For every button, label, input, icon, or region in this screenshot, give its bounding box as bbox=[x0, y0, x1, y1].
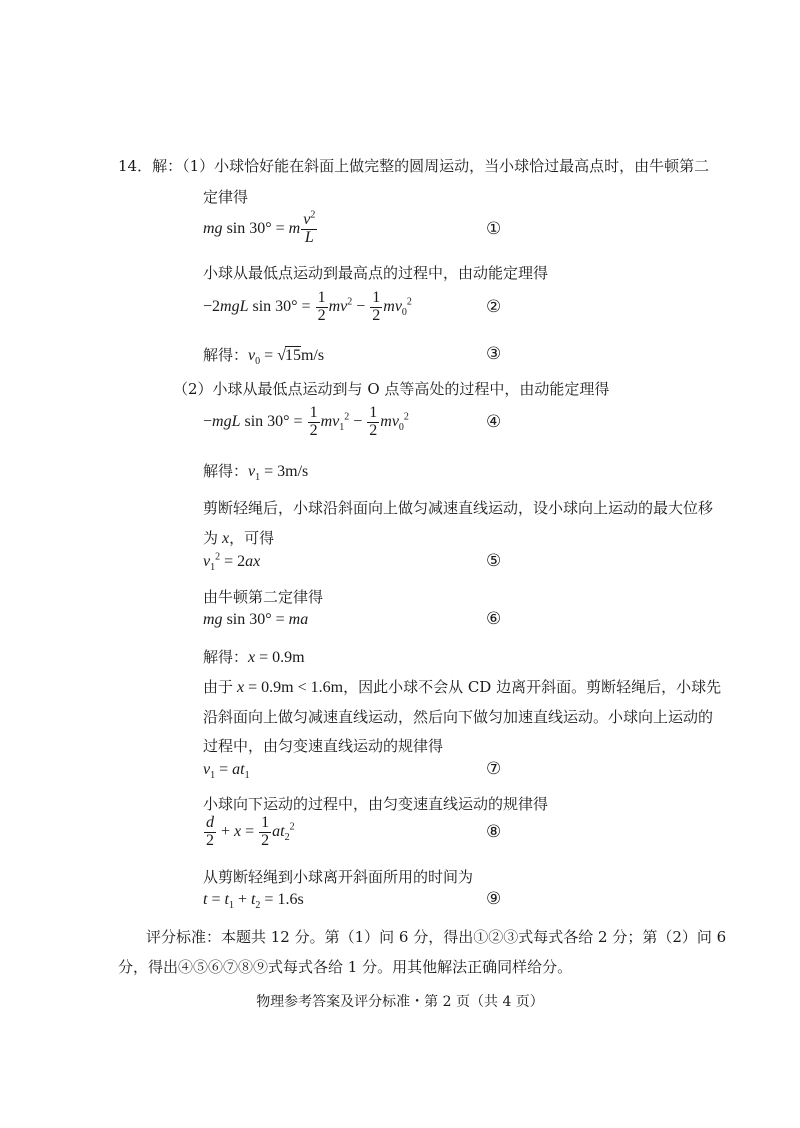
part1-intro-line1: 小球恰好能在斜面上做完整的圆周运动，当小球恰过最高点时，由牛顿第二 bbox=[214, 157, 710, 175]
part2-text4-line1-a: 由于 bbox=[203, 678, 234, 696]
part1-intro-line2: 定律得 bbox=[203, 188, 249, 206]
part2-text3: 由牛顿第二定律得 bbox=[203, 588, 324, 606]
equation-marker-5: ⑤ bbox=[486, 551, 502, 571]
part1-label: （1） bbox=[182, 157, 215, 175]
part1-text2: 小球从最低点运动到最高点的过程中，由动能定理得 bbox=[203, 264, 549, 282]
equation-9: $t = t_1 + t_2 = 1.6s$ bbox=[203, 891, 304, 912]
equation-7: $v_1 = at_1$ bbox=[203, 761, 250, 782]
part2-text4-line1-b: ，因此小球不会从 CD 边离开斜面。剪断轻绳后，小球先 bbox=[343, 678, 722, 696]
scoring-line2: 分，得出④⑤⑥⑦⑧⑨式每式各给 1 分。用其他解法正确同样给分。 bbox=[118, 958, 573, 976]
part1-solve-label: 解得： bbox=[203, 346, 249, 364]
equation-marker-9: ⑨ bbox=[486, 889, 502, 909]
equation-8: $\frac{d}{2}$ + x = $\frac{1}{2}$ $at_2^2$ bbox=[206, 814, 295, 849]
part2-text6: 从剪断轻绳到小球离开斜面所用的时间为 bbox=[203, 868, 474, 886]
equation-marker-1: ① bbox=[486, 219, 502, 239]
part2-text2-line1: 剪断轻绳后，小球沿斜面向上做匀减速直线运动，设小球向上运动的最大位移 bbox=[203, 499, 714, 517]
equation-marker-3: ③ bbox=[486, 344, 502, 364]
part2-intro bbox=[173, 378, 609, 399]
equation-6: mg sin 30° = ma bbox=[203, 611, 309, 628]
question-number bbox=[118, 155, 709, 176]
equation-5: $v_1^2 = 2ax$ bbox=[203, 551, 261, 574]
part2-solve1-label: 解得： bbox=[203, 462, 249, 480]
part2-text4-line3: 过程中，由匀变速直线运动的规律得 bbox=[203, 737, 444, 755]
part2-label: （2） bbox=[173, 380, 213, 398]
equation-4: −mgL sin 30° = $\frac{1}{2}$ $mv_1^2$ − $\frac{1}{2}$ $mv_0^2$ bbox=[203, 404, 409, 439]
equation-1: mg sin 30° = m $\frac{v^2}{L}$ bbox=[203, 209, 316, 246]
part2-text2-line2: 为 x，可得 bbox=[203, 529, 275, 547]
solution-label: 解： bbox=[152, 157, 183, 175]
part2-intro-text: 小球从最低点运动到与 O 点等高处的过程中，由动能定理得 bbox=[212, 380, 610, 398]
equation-marker-6: ⑥ bbox=[486, 609, 502, 629]
scoring-line1: 评分标准：本题共 12 分。第（1）问 6 分，得出①②③式每式各给 2 分；第（2）问 6 bbox=[146, 928, 727, 946]
part1-solve: 解得：$v_0 = √15m/s$ bbox=[203, 346, 325, 368]
part2-solve1: 解得：$v_1 = 3m/s$ bbox=[203, 462, 309, 484]
part2-solve2: 解得：x = 0.9m bbox=[203, 648, 305, 666]
part2-text4-line2: 沿斜面向上做匀减速直线运动，然后向下做匀加速直线运动。小球向上运动的 bbox=[203, 708, 714, 726]
question-number-text: 14． bbox=[118, 157, 153, 175]
equation-marker-2: ② bbox=[486, 297, 502, 317]
equation-marker-7: ⑦ bbox=[486, 759, 502, 779]
equation-2: −2mgL sin 30° = $\frac{1}{2}$ $mv^2$ − $\frac{1}{2}$ $mv_0^2$ bbox=[203, 289, 412, 324]
equation-marker-4: ④ bbox=[486, 412, 502, 432]
part2-text5: 小球向下运动的过程中，由匀变速直线运动的规律得 bbox=[203, 795, 549, 813]
page-footer: 物理参考答案及评分标准・第 2 页（共 4 页） bbox=[256, 994, 544, 1010]
equation-marker-8: ⑧ bbox=[486, 822, 502, 842]
part2-text4-line1: 由于 x = 0.9m < 1.6m，因此小球不会从 CD 边离开斜面。剪断轻绳后，小球先 bbox=[203, 678, 722, 696]
part2-solve2-label: 解得： bbox=[203, 648, 249, 666]
part2-text2-line2-a: 为 bbox=[203, 529, 219, 547]
part2-text2-line2-b: ，可得 bbox=[229, 529, 275, 547]
